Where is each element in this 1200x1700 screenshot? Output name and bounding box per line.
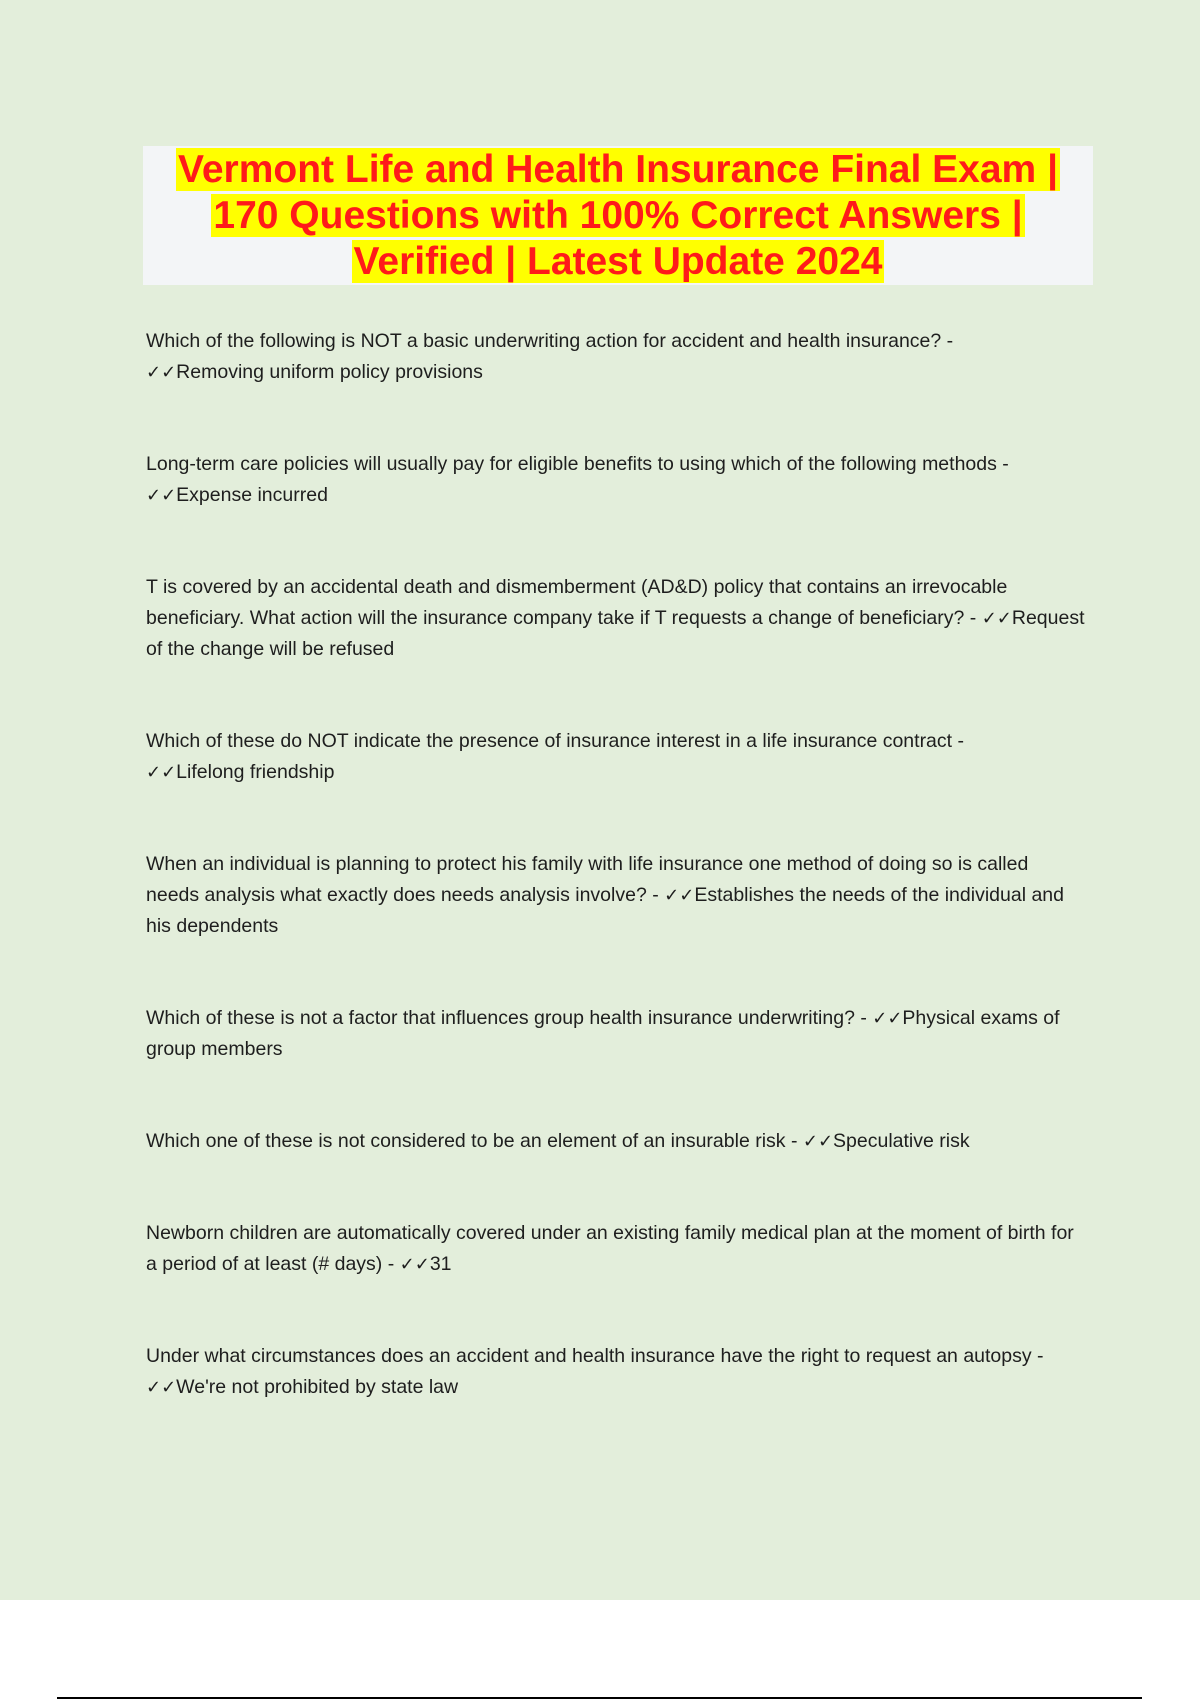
qa-item [146,1341,1086,1403]
qa-item [146,1126,1086,1157]
title-line-2: 170 Questions with 100% Correct Answers | [213,194,1023,237]
question-text: Under what circumstances does an accident and health insurance have the right to request an autopsy - [146,1345,1044,1367]
answer-text: Expense incurred [176,484,328,506]
title-box [143,146,1093,285]
qa-list [146,326,1086,1403]
qa-item [146,1003,1086,1065]
check-icon: ✓✓ [399,1254,430,1275]
qa-item [146,449,1086,511]
title-line-3: Verified | Latest Update 2024 [353,240,883,283]
check-icon: ✓✓ [802,1131,834,1152]
footer-divider [57,1697,1142,1699]
check-icon: ✓✓ [146,362,177,383]
qa-item [146,849,1086,942]
answer-text: We're not prohibited by state law [176,1376,459,1398]
question-text: Long-term care policies will usually pay for eligible benefits to using which of the following methods - [146,453,1009,475]
question-text: Which of these is not a factor that influences group health insurance underwriting? - [146,1007,867,1029]
question-text: T is covered by an accidental death and dismemberment (AD&D) policy that contains an irrevocable beneficiary. What action will the insurance company take if T requests a change of beneficiary? - [146,576,1008,629]
question-text: Which of the following is NOT a basic underwriting action for accident and health insurance? - [146,330,954,352]
check-icon: ✓✓ [146,485,177,506]
check-icon: ✓✓ [146,762,177,783]
check-icon: ✓✓ [146,1377,177,1398]
qa-item [146,1218,1086,1280]
title-line-1: Vermont Life and Health Insurance Final Exam | [178,148,1058,191]
answer-text: Speculative risk [833,1130,970,1152]
answer-text: Establishes the needs of the individual and his dependents [146,884,1064,937]
answer-text: 31 [429,1253,452,1275]
question-text: Which one of these is not considered to be an element of an insurable risk - [146,1130,798,1152]
check-icon: ✓✓ [872,1008,903,1029]
answer-text: Removing uniform policy provisions [176,361,483,383]
qa-item [146,326,1086,388]
qa-item [146,572,1086,665]
question-text: When an individual is planning to protect his family with life insurance one method of doing so is called needs analysis what exactly does needs analysis involve? - [146,853,1029,906]
question-text: Newborn children are automatically covered under an existing family medical plan at the moment of birth for a period of at least (# days) - [146,1222,1074,1275]
question-text: Which of these do NOT indicate the presence of insurance interest in a life insurance contract - [146,730,964,752]
check-icon: ✓✓ [664,885,695,906]
qa-item [146,726,1086,788]
answer-text: Request of the change will be refused [146,607,1085,660]
check-icon: ✓✓ [981,608,1012,629]
answer-text: Physical exams of group members [146,1007,1060,1060]
document-title [143,146,1093,285]
answer-text: Lifelong friendship [176,761,335,783]
